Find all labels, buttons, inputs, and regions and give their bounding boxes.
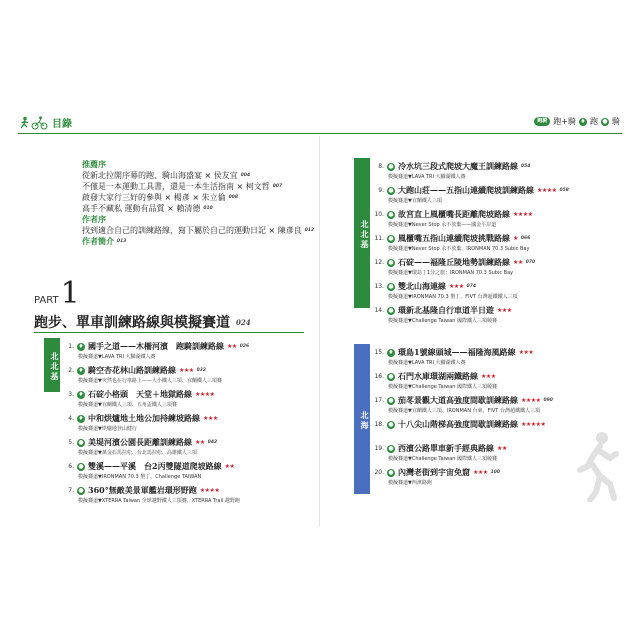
- right-route-list-north: [372, 160, 569, 328]
- bike-icon: ●: [388, 372, 394, 380]
- route-number: 6.: [68, 463, 74, 470]
- route-number: 2.: [68, 367, 74, 374]
- difficulty-stars: ★★★: [497, 307, 512, 314]
- route-entry[interactable]: [372, 280, 569, 304]
- route-subtitle: 模擬賽道▼萬金石馬拉松、台北馬拉松、高雄鐵人三項: [78, 450, 197, 456]
- route-number: 4.: [68, 415, 74, 422]
- route-entry-main: [372, 256, 569, 269]
- difficulty-stars: ★★★★: [513, 211, 533, 218]
- recommend-heading: 推薦序: [82, 160, 106, 169]
- region-tab-north-right: 北北基: [354, 158, 370, 308]
- difficulty-stars: ★★★★: [199, 487, 220, 494]
- page-number: 004: [240, 173, 251, 178]
- route-entry-main: [372, 346, 553, 359]
- difficulty-stars: ★★★: [473, 469, 488, 476]
- route-number: 7.: [68, 487, 74, 494]
- route-number: 17.: [374, 397, 384, 404]
- recommend-item[interactable]: [82, 192, 312, 203]
- left-route-list: [62, 340, 249, 508]
- route-entry[interactable]: [62, 388, 249, 412]
- page-number: 008: [228, 195, 238, 200]
- bike-icon: ●: [602, 117, 608, 125]
- route-title: 美堤河濱公園長距離訓練路線: [88, 437, 192, 447]
- page-header: [18, 112, 622, 134]
- author-item[interactable]: [82, 225, 315, 236]
- difficulty-stars: ★★★: [481, 373, 496, 380]
- difficulty-stars: ★★★: [449, 283, 464, 290]
- route-title: 十八尖山階梯高強度間歇訓練路線: [398, 419, 518, 429]
- legend-bike: 騎: [612, 117, 620, 126]
- route-number: 16.: [374, 373, 384, 380]
- route-subtitle: 模擬賽道▼Challenge Taiwan 國際鐵人三項競賽: [388, 456, 498, 462]
- route-subtitle: 模擬賽道▼Never Stop 永不放棄——國金平岸道: [388, 222, 497, 228]
- route-entry[interactable]: [62, 364, 249, 388]
- bike-icon: ●: [78, 486, 84, 494]
- page-number: 070: [525, 260, 536, 265]
- run-icon: ♦: [78, 342, 84, 350]
- route-subtitle: 模擬賽道▼突然也在行車路上——大小鐵人三項、宜蘭鐵人三項賽: [78, 378, 222, 384]
- route-subtitle: 模擬賽道▼環島丁1分之旅；IRONMAN 70.3 Subic Bay: [388, 270, 514, 276]
- run-icon: ♦: [388, 348, 394, 356]
- bike-icon: ●: [388, 420, 394, 428]
- part-number: 1: [60, 276, 80, 311]
- region-tab-north: 北北基: [44, 338, 60, 392]
- profile-heading: 作者簡介: [82, 237, 114, 246]
- route-entry[interactable]: [372, 232, 569, 256]
- page-number: 100: [490, 470, 501, 475]
- intro-block: [82, 159, 315, 247]
- route-title: 雙北山海連線: [398, 281, 446, 291]
- route-title: 雙溪——平溪 台2丙雙隧道爬坡路線: [88, 461, 222, 471]
- route-entry[interactable]: [62, 340, 249, 364]
- route-subtitle: 模擬賽道▼LAVA TRI 大腳湖鐵人賽: [388, 174, 466, 180]
- route-number: 11.: [374, 235, 384, 242]
- route-subtitle: 模擬賽道▼IRONMAN 70.3 墾丁、FIVT 台灣超鐵鐵人三項: [388, 294, 518, 300]
- route-number: 3.: [68, 391, 74, 398]
- page-number: 032: [196, 368, 207, 373]
- route-title: 茄苳景觀大道高強度間歇訓練路線: [398, 395, 518, 405]
- legend-run-bike: 跑+騎: [553, 117, 576, 126]
- recommend-item[interactable]: [82, 181, 312, 192]
- recommend-item[interactable]: [82, 203, 312, 214]
- runner-silhouette-icon: [576, 430, 620, 502]
- difficulty-stars: ★: [513, 235, 518, 242]
- difficulty-stars: ★★: [224, 463, 235, 470]
- route-entry[interactable]: [372, 256, 569, 280]
- page-gutter: [319, 136, 320, 526]
- difficulty-stars: ★★★: [203, 415, 218, 422]
- page-number: 013: [117, 239, 127, 244]
- bike-icon: ●: [388, 234, 394, 242]
- difficulty-stars: ★★: [513, 259, 523, 266]
- page-number: 024: [236, 317, 251, 327]
- route-title: 石碇——福隆丘陵地勢訓練路線: [398, 257, 510, 267]
- route-entry-main: [372, 466, 553, 479]
- bike-icon: ●: [388, 258, 394, 266]
- page-number: 058: [559, 188, 569, 193]
- bike-icon: ●: [388, 210, 394, 218]
- route-number: 19.: [374, 445, 384, 452]
- route-entry-main: [62, 412, 249, 425]
- difficulty-stars: ★★★★★: [521, 421, 546, 428]
- route-subtitle: 模擬賽道▼XTERRA Taiwan 全球越野鐵人三項賽、XTERRA Trail 越野跑: [78, 498, 240, 504]
- route-title: 環新北基隆自行車道半日遊: [398, 305, 494, 315]
- page-number: 012: [304, 228, 315, 233]
- page-number: 054: [521, 164, 531, 169]
- header-left: [20, 115, 72, 130]
- route-number: 5.: [68, 439, 74, 446]
- bike-icon: ●: [388, 186, 394, 194]
- item-text: 不僅是一本運動工具書，還是一本生活指南 × 柯文哲: [82, 182, 270, 191]
- route-entry[interactable]: [372, 346, 553, 370]
- page-number: 042: [207, 440, 218, 445]
- route-entry-main: [372, 280, 569, 293]
- bike-icon: ●: [388, 306, 394, 314]
- region-tab-coast: 北海: [354, 344, 370, 494]
- route-title: 風櫃嘴五指山連續爬坡挑戰路線: [398, 233, 510, 243]
- route-entry-main: [372, 208, 569, 221]
- route-entry[interactable]: [62, 436, 249, 460]
- route-number: 14.: [374, 307, 384, 314]
- route-subtitle: 模擬賽道▼Challenge Taiwan 國際鐵人三項競賽: [388, 384, 498, 390]
- route-title: 內灣老街到宇宙免窟: [398, 467, 470, 477]
- toc-spread: [18, 112, 622, 527]
- route-entry[interactable]: [62, 484, 249, 508]
- route-entry[interactable]: [372, 208, 569, 232]
- route-entry-main: [62, 484, 249, 497]
- route-entry[interactable]: [372, 304, 569, 328]
- difficulty-stars: ★★★★: [195, 391, 215, 398]
- page-number: 074: [466, 284, 477, 289]
- page-number: 010: [203, 206, 213, 211]
- bike-icon: ●: [388, 444, 394, 452]
- route-number: 15.: [374, 349, 384, 356]
- route-subtitle: 模擬賽道▼宜蘭鐵人三項: [388, 198, 442, 204]
- route-entry-main: [62, 340, 249, 353]
- bike-icon: ●: [388, 396, 394, 404]
- route-entry[interactable]: [372, 418, 553, 442]
- right-route-list-coast: [372, 346, 553, 490]
- bike-icon: ●: [388, 282, 394, 290]
- recommend-item[interactable]: [82, 170, 312, 181]
- page-number: 026: [239, 344, 250, 349]
- item-text: 從新北拉開序幕的跑、騎山海盛宴 × 侯友宜: [82, 171, 238, 180]
- difficulty-stars: ★★: [497, 445, 507, 452]
- part-rule: [34, 332, 304, 333]
- bike-icon: ●: [388, 162, 394, 170]
- bike-icon: ●: [388, 468, 394, 476]
- part-title-text: 跑步、單車訓練路線與模擬賽道: [34, 315, 230, 331]
- route-number: 12.: [374, 259, 384, 266]
- route-entry-main: [372, 442, 553, 455]
- route-entry-main: [372, 370, 553, 383]
- route-title: 西濱公路單車新手經典路線: [398, 443, 494, 453]
- route-entry[interactable]: [372, 394, 553, 418]
- runner-cyclist-icon: [20, 116, 48, 130]
- route-entry-main: [62, 388, 249, 401]
- header-rule: [18, 133, 622, 134]
- page-number: 066: [520, 236, 531, 241]
- route-number: 1.: [68, 343, 74, 350]
- run-icon: ♦: [78, 390, 84, 398]
- route-number: 9.: [378, 187, 384, 194]
- route-subtitle: 模擬賽道▼宜蘭鐵人三項、IRONMAN 台東、FIVT 台灣超鐵鐵人三項: [388, 408, 540, 414]
- route-subtitle: 模擬賽道▼烘爐地登山健行: [78, 426, 137, 432]
- route-subtitle: 模擬賽道▼西濱路跑: [388, 480, 432, 486]
- bike-icon: ●: [78, 438, 84, 446]
- part-title[interactable]: [34, 312, 251, 332]
- difficulty-stars: ★★: [195, 439, 205, 446]
- route-entry-main: [372, 184, 569, 197]
- run-icon: ♦: [78, 366, 84, 374]
- route-entry[interactable]: [62, 412, 249, 436]
- route-title: 騎空杏花林山路訓練路線: [88, 365, 176, 375]
- route-entry[interactable]: [372, 184, 569, 208]
- run-icon: ♦: [580, 117, 586, 125]
- route-entry[interactable]: [372, 370, 553, 394]
- run-icon: ♦: [78, 414, 84, 422]
- route-entry-main: [62, 364, 249, 377]
- route-number: 18.: [374, 421, 384, 428]
- difficulty-stars: ★★★★: [537, 187, 557, 194]
- part-label: [34, 276, 80, 311]
- route-entry-main: [372, 304, 569, 317]
- route-title: 石碇小格頭 天堂＋地獄路線: [88, 389, 192, 399]
- route-title: 故宮直上風櫃嘴長距離爬坡路線: [398, 209, 510, 219]
- route-number: 8.: [378, 163, 384, 170]
- profile-item[interactable]: [82, 236, 312, 247]
- legend-badge: 跑騎: [534, 117, 550, 126]
- route-subtitle: 模擬賽道▼宜蘭鐵人三項、五角盃鐵人三項賽: [78, 402, 177, 408]
- part-word: PART: [34, 295, 59, 306]
- route-entry-main: [372, 232, 569, 245]
- route-entry-main: [372, 418, 553, 431]
- route-title: 國手之道——木柵河濱 跑騎訓練路線: [88, 341, 224, 351]
- route-title: 冷水坑三段式爬坡大魔王訓練路線: [398, 161, 518, 171]
- route-entry[interactable]: [62, 460, 249, 484]
- route-entry[interactable]: [372, 466, 553, 490]
- author-heading: 作者序: [82, 215, 106, 224]
- route-subtitle: 模擬賽道▼LAVA TRI 大腳湖鐵人賽: [388, 360, 466, 366]
- difficulty-stars: ★★★★: [521, 397, 541, 404]
- route-subtitle: 模擬賽道▼Never Stop 永不放棄、IRONMAN 70.3 Subic Bay: [388, 246, 530, 252]
- route-title: 360°無敵美景軍艦岩環形野跑: [88, 485, 197, 495]
- route-number: 10.: [374, 211, 384, 218]
- route-title: 石門水庫環湖兩鐵路線: [398, 371, 478, 381]
- route-number: 13.: [374, 283, 384, 290]
- route-title: 中和烘爐地土地公加持練坡路線: [88, 413, 200, 423]
- route-number: 20.: [374, 469, 384, 476]
- route-entry-main: [372, 394, 553, 407]
- toc-title: 目錄: [52, 119, 72, 130]
- route-entry[interactable]: [372, 442, 553, 466]
- route-subtitle: 模擬賽道▼Challenge Taiwan 國際鐵人三項競賽: [388, 318, 498, 324]
- legend: [534, 116, 620, 127]
- route-entry[interactable]: [372, 160, 569, 184]
- route-entry-main: [372, 160, 569, 173]
- difficulty-stars: ★★: [227, 343, 237, 350]
- difficulty-stars: ★★★: [179, 367, 194, 374]
- difficulty-stars: ★★★: [518, 349, 534, 356]
- bike-icon: ●: [78, 462, 84, 470]
- page-number: 090: [543, 398, 553, 403]
- route-entry-main: [62, 436, 249, 449]
- route-title: 環島1號線頭城——福隆海風路線: [398, 347, 516, 357]
- item-text: 啟發大家行三好的參與 × 楊彥 × 朱立倫: [82, 193, 226, 202]
- route-entry-main: [62, 460, 249, 473]
- route-subtitle: 模擬賽道▼IRONMAN 70.3 墾丁、Challenge TAIWAN: [78, 474, 202, 480]
- item-text: 高手不藏私 運動有品質 × 賴清德: [82, 204, 201, 213]
- item-text: 找到適合自己的訓練路線，寫下屬於自己的運動日記 × 陳彥良: [82, 226, 302, 235]
- legend-run: 跑: [590, 117, 598, 126]
- route-title: 大跑山莊——五指山連續爬坡訓練路線: [398, 185, 534, 195]
- route-subtitle: 模擬賽道▼LAVA TRI 大腳湖鐵人賽: [78, 354, 156, 360]
- page-number: 007: [272, 184, 283, 189]
